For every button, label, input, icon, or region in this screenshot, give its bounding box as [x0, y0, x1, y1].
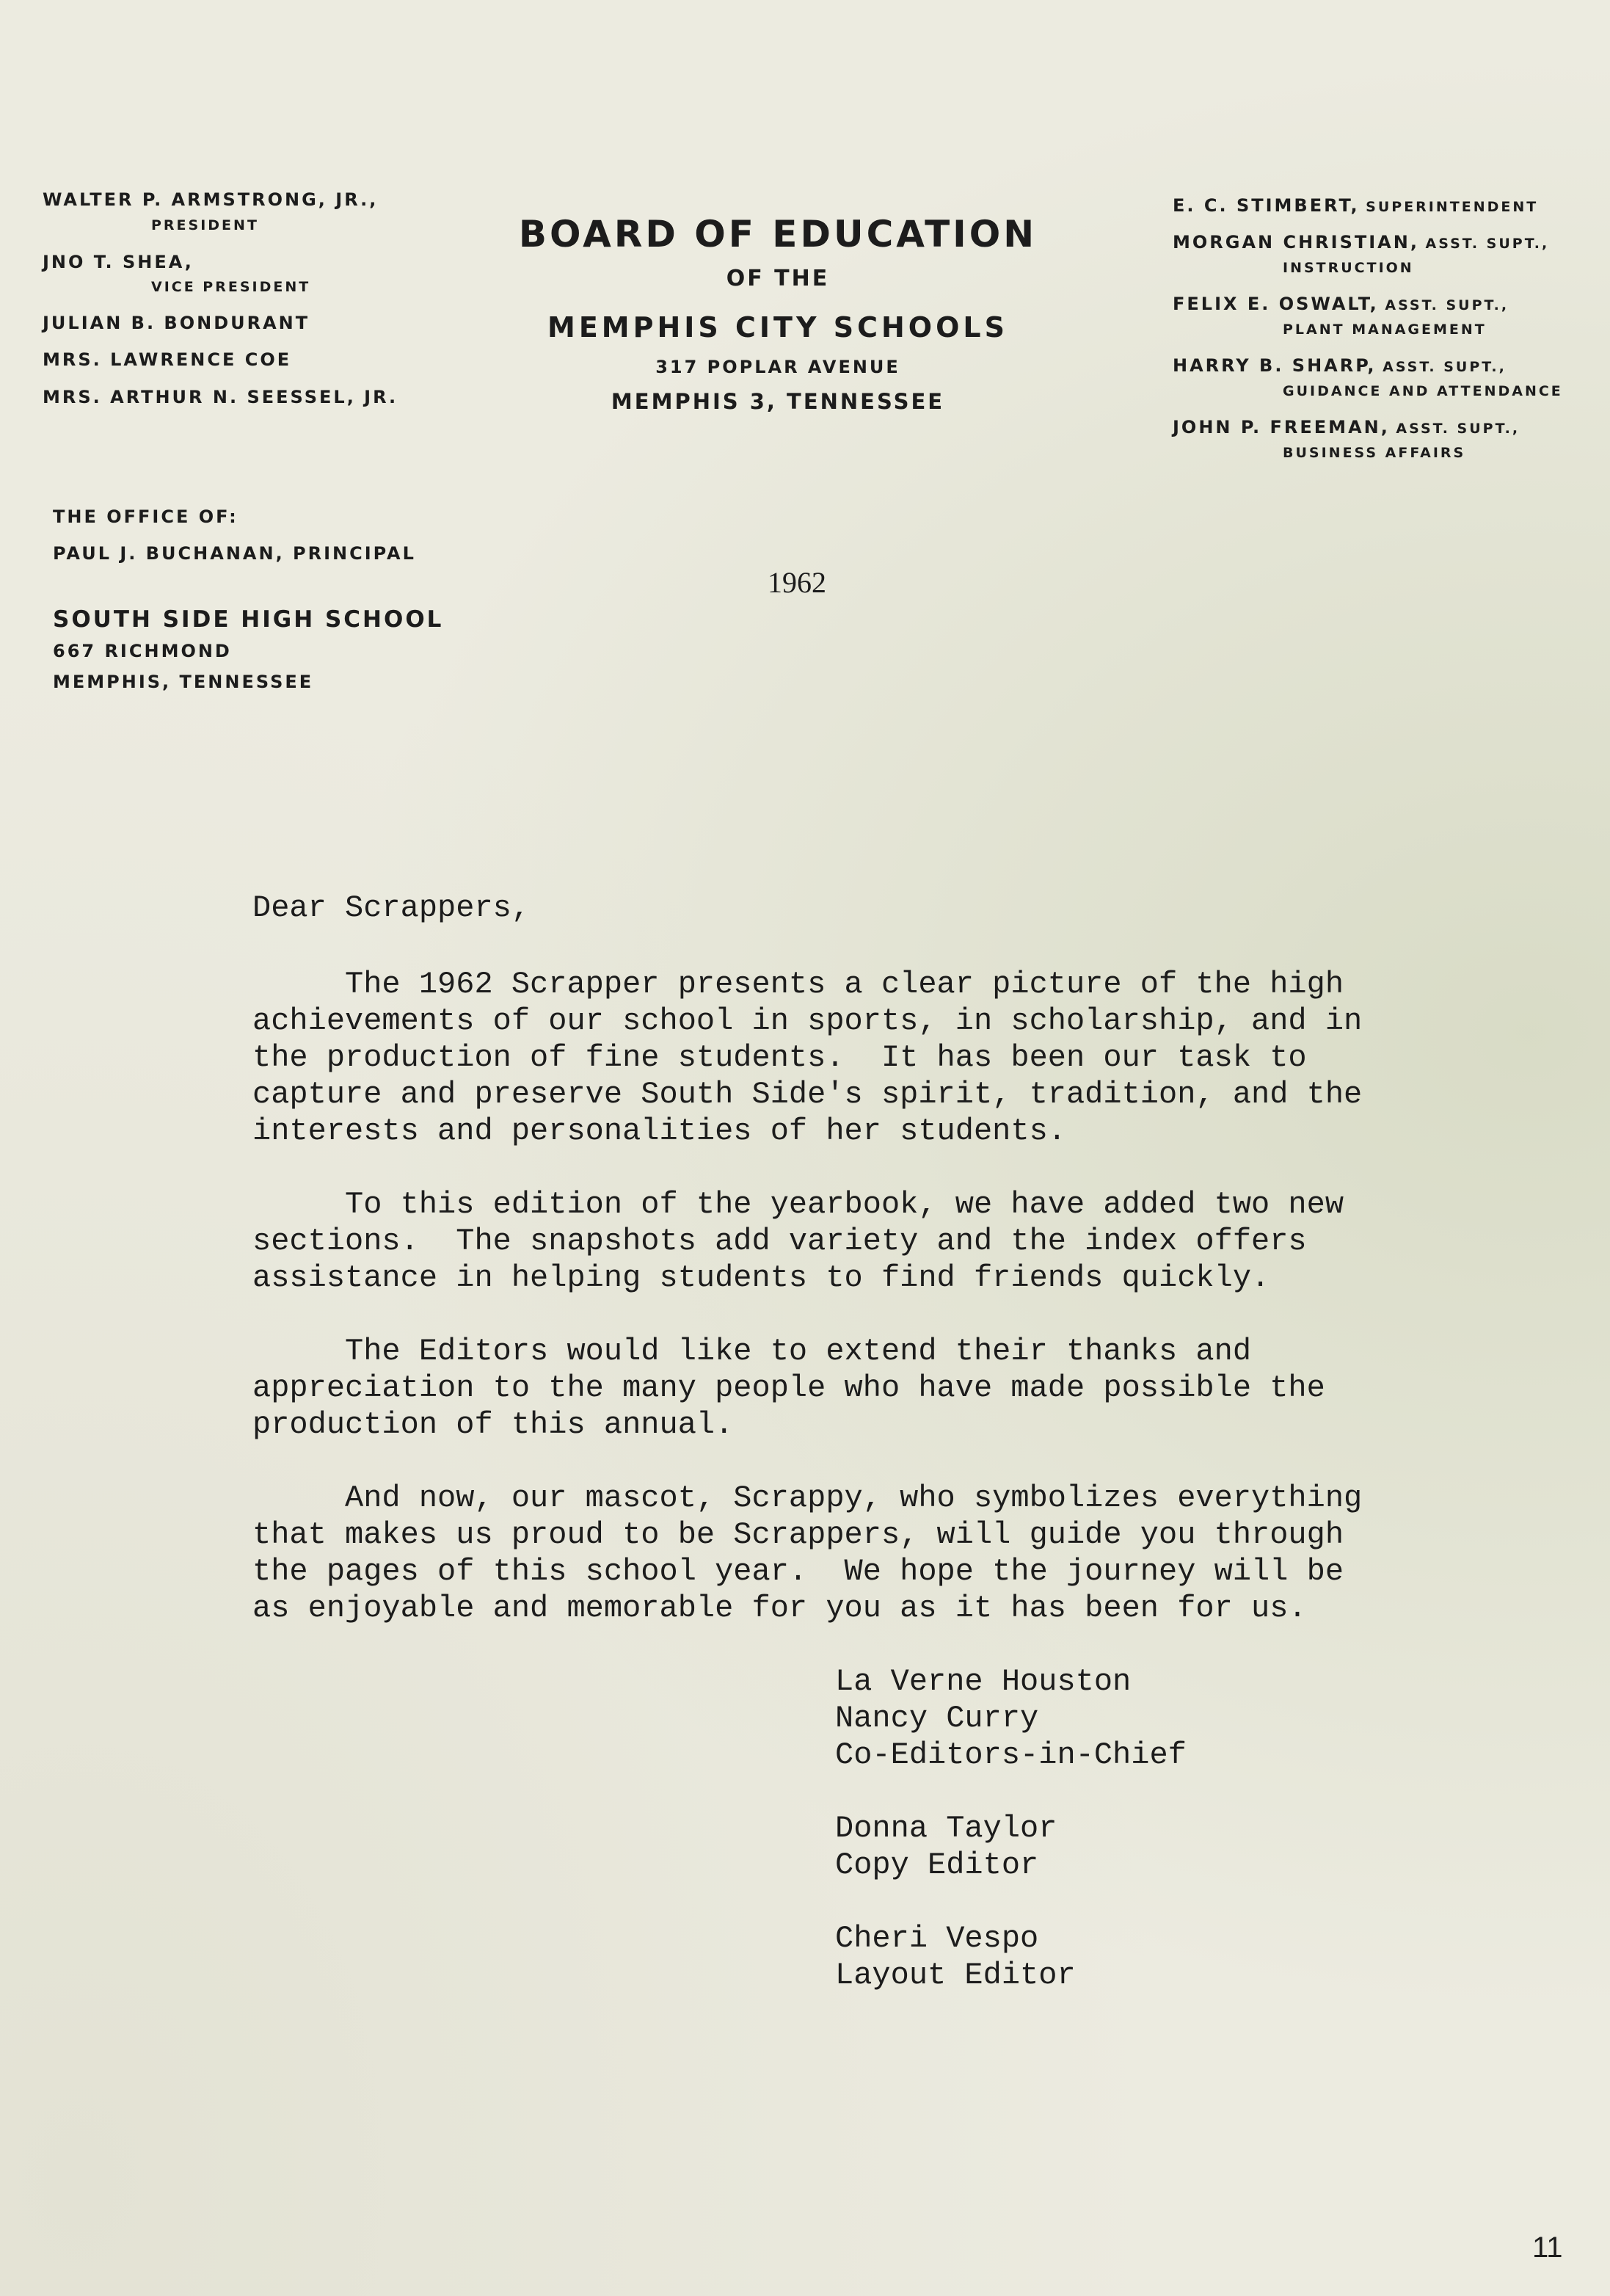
- staff-dept: GUIDANCE AND ATTENDANCE: [1283, 383, 1563, 399]
- letterhead-of-the: OF THE: [726, 266, 830, 291]
- paragraph-line: The 1962 Scrapper presents a clear picture of the high: [252, 967, 1344, 1002]
- paragraph-3: [252, 1333, 1325, 1443]
- staff-title: SUPERINTENDENT: [1366, 199, 1539, 215]
- paragraph-line: The Editors would like to extend their thanks and: [252, 1334, 1252, 1369]
- signature-block: [835, 1663, 1187, 1773]
- signature-title: Layout Editor: [835, 1958, 1076, 1993]
- staff-title: ASST. SUPT.,: [1383, 359, 1507, 375]
- paragraph-line: To this edition of the yearbook, we have added two new: [252, 1187, 1344, 1222]
- staff-dept: INSTRUCTION: [1283, 260, 1414, 276]
- paragraph-line: And now, our mascot, Scrappy, who symbolizes everything: [252, 1481, 1363, 1516]
- office-principal: PAUL J. BUCHANAN, PRINCIPAL: [53, 543, 416, 564]
- board-member-name: MRS. ARTHUR N. SEESSEL, JR.: [43, 387, 398, 407]
- paragraph-4: [252, 1480, 1362, 1627]
- staff-entry: [1173, 417, 1520, 437]
- signature-block: [835, 1920, 1076, 1994]
- staff-name: HARRY B. SHARP,: [1173, 355, 1377, 376]
- letter-date: 1962: [768, 566, 826, 599]
- signature-name: La Verne Houston: [835, 1664, 1132, 1699]
- paragraph-line: assistance in helping students to find friends quickly.: [252, 1260, 1270, 1296]
- paragraph-line: interests and personalities of her students.: [252, 1114, 1066, 1149]
- letterhead-title: BOARD OF EDUCATION: [518, 213, 1038, 255]
- staff-name: E. C. STIMBERT,: [1173, 195, 1360, 216]
- paragraph-line: appreciation to the many people who have made possible the: [252, 1370, 1325, 1406]
- staff-name: FELIX E. OSWALT,: [1173, 294, 1379, 314]
- paragraph-1: [252, 966, 1362, 1149]
- page-number: 11: [1532, 2231, 1563, 2264]
- board-member-name: JNO T. SHEA,: [43, 252, 194, 272]
- paragraph-2: [252, 1186, 1344, 1296]
- office-street: 667 RICHMOND: [53, 641, 232, 661]
- signature-title: Co-Editors-in-Chief: [835, 1737, 1187, 1773]
- staff-title: ASST. SUPT.,: [1385, 297, 1509, 313]
- staff-dept: BUSINESS AFFAIRS: [1283, 445, 1466, 461]
- staff-title: ASST. SUPT.,: [1425, 236, 1550, 252]
- signature-name: Nancy Curry: [835, 1701, 1039, 1736]
- signature-name: Donna Taylor: [835, 1811, 1057, 1846]
- office-school: SOUTH SIDE HIGH SCHOOL: [53, 606, 444, 633]
- board-member-role: PRESIDENT: [151, 217, 259, 233]
- staff-entry: [1173, 195, 1538, 216]
- salutation: Dear Scrappers,: [252, 890, 531, 926]
- board-member-name: JULIAN B. BONDURANT: [43, 313, 310, 333]
- paragraph-line: achievements of our school in sports, in scholarship, and in: [252, 1003, 1363, 1039]
- paragraph-line: that makes us proud to be Scrappers, will guide you through: [252, 1517, 1344, 1552]
- staff-title: ASST. SUPT.,: [1396, 421, 1520, 437]
- staff-entry: [1173, 355, 1507, 376]
- letterhead-address: 317 POPLAR AVENUE: [655, 357, 900, 377]
- letterhead-city: MEMPHIS 3, TENNESSEE: [611, 389, 945, 414]
- board-member-role: VICE PRESIDENT: [151, 279, 311, 295]
- office-label: THE OFFICE OF:: [53, 506, 238, 527]
- letterhead-system: MEMPHIS CITY SCHOOLS: [547, 311, 1008, 344]
- staff-entry: [1173, 232, 1549, 253]
- board-member-name: MRS. LAWRENCE COE: [43, 349, 292, 370]
- paragraph-line: capture and preserve South Side's spirit, tradition, and the: [252, 1077, 1363, 1112]
- office-city: MEMPHIS, TENNESSEE: [53, 672, 314, 692]
- staff-name: MORGAN CHRISTIAN,: [1173, 232, 1419, 253]
- paragraph-line: production of this annual.: [252, 1407, 734, 1442]
- paragraph-line: sections. The snapshots add variety and the index offers: [252, 1224, 1307, 1259]
- board-member-name: WALTER P. ARMSTRONG, JR.,: [43, 189, 379, 210]
- paragraph-line: as enjoyable and memorable for you as it has been for us.: [252, 1591, 1307, 1626]
- staff-entry: [1173, 294, 1509, 314]
- staff-dept: PLANT MANAGEMENT: [1283, 321, 1487, 338]
- signature-block: [835, 1810, 1057, 1883]
- signature-name: Cheri Vespo: [835, 1921, 1039, 1956]
- signature-title: Copy Editor: [835, 1848, 1039, 1883]
- paragraph-line: the pages of this school year. We hope the journey will be: [252, 1554, 1344, 1589]
- staff-name: JOHN P. FREEMAN,: [1173, 417, 1390, 437]
- paragraph-line: the production of fine students. It has been our task to: [252, 1040, 1307, 1075]
